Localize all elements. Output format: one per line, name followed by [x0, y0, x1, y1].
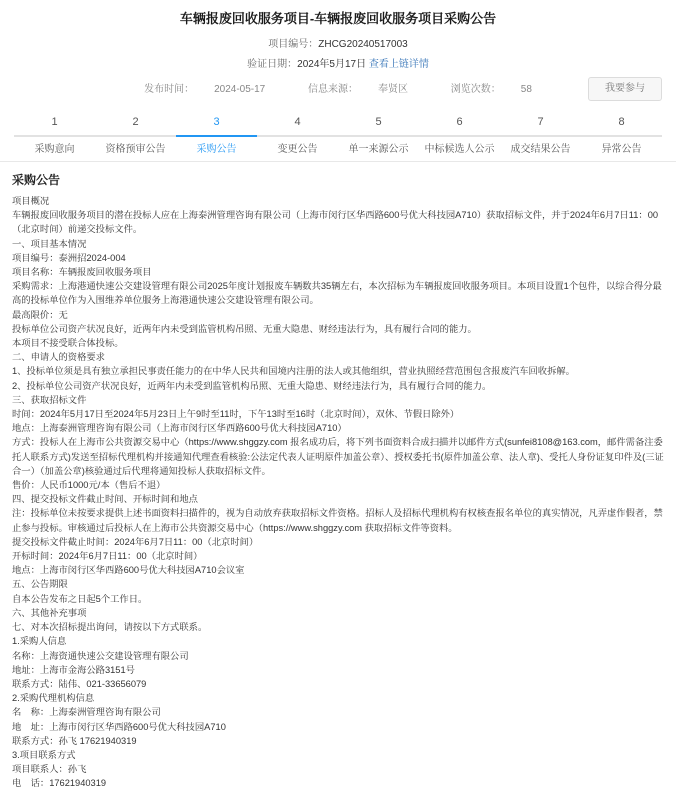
step-7[interactable] — [500, 115, 581, 157]
views-label: 浏览次数： — [450, 84, 501, 95]
body-paragraph: 一、项目基本情况 — [12, 238, 87, 249]
body-paragraph: 四、提交投标文件截止时间、开标时间和地点 — [12, 494, 198, 505]
views-info — [441, 84, 542, 95]
body-paragraph: 2、投标单位公司资产状况良好，近两年内未受到监管机构吊照、无重大隐患、财经违法行为，具有履行合同的能力。 — [12, 380, 492, 391]
body-paragraph: 本项目不接受联合体投标。 — [12, 338, 124, 349]
project-number-row — [0, 37, 676, 52]
body-paragraph: 名 称：上海泰洲管理咨询有限公司 — [12, 707, 161, 718]
body-paragraph: 地 址：上海市闵行区华西路600号优大科技园A710 — [12, 721, 226, 732]
body-paragraph: 最高限价：无 — [12, 309, 68, 320]
step-1-label: 采购意向 — [34, 144, 75, 155]
body-paragraph: 项目联系人：孙飞 — [12, 764, 87, 775]
join-button[interactable]: 我要参与 — [588, 77, 662, 101]
step-4[interactable] — [257, 115, 338, 157]
body-paragraph: 1、投标单位须是具有独立承担民事责任能力的在中华人民共和国境内注册的法人或其他组织，营业执照经营范围包含报废汽车回收拆解。 — [12, 366, 575, 377]
step-7-number: 7 — [537, 116, 544, 128]
cert-date-value: 2024年5月17日 — [297, 59, 367, 70]
project-number-value: ZHCG20240517003 — [318, 39, 408, 50]
publish-time-label: 发布时间： — [144, 84, 195, 95]
source-info — [298, 84, 418, 95]
body-paragraph: 方式：投标人在上海市公共资源交易中心（https://www.shggzy.com 报名成功后，将下列书面资料合成扫描并以邮件方式(sunfei8108@163.com，邮件需备注委托人联系方式)发送至招标代理机构并接通知代理查看核验:公法定代表人证明原件加盖公章）、授权委托书(原件加盖公章、法人章)、受托人身份证复印件及(三证合一）（加盖公章)核验通过后代理将通知投标人获取招标文件。 — [12, 437, 664, 476]
step-4-label: 变更公告 — [277, 144, 318, 155]
project-number-label: 项目编号： — [268, 39, 319, 50]
body-paragraph: 投标单位公司资产状况良好，近两年内未受到监管机构吊照、无重大隐患、财经违法行为，具有履行合同的能力。 — [12, 323, 477, 334]
step-5-bar — [338, 135, 419, 137]
body-paragraph: 采购需求：上海港通快速公交建设管理有限公司2025年度计划报废车辆数共35辆左右，本次招标为车辆报废回收服务项目。本项目设置1个包件，以综合得分最高的投标单位作为入围维养单位服务上海港通快速公交建设管理有限公司。 — [12, 281, 662, 306]
step-5-label: 单一来源公示 — [348, 144, 409, 155]
source-value: 奉贤区 — [378, 84, 409, 95]
body-paragraph: 自本公告发布之日起5个工作日。 — [12, 593, 148, 604]
body-paragraph: 项目概况 — [12, 196, 50, 206]
announcement-body — [0, 194, 676, 801]
step-1-number: 1 — [51, 116, 58, 128]
step-5-number: 5 — [375, 116, 382, 128]
step-3[interactable] — [176, 115, 257, 157]
step-4-number: 4 — [294, 116, 301, 128]
body-paragraph: 地址：上海市金海公路3151号 — [12, 664, 135, 675]
page-title: 车辆报废回收服务项目-车辆报废回收服务项目采购公告 — [179, 11, 497, 26]
body-paragraph: 1.采购人信息 — [12, 636, 67, 647]
body-paragraph: 提交投标文件截止时间：2024年6月7日11：00（北京时间） — [12, 536, 259, 547]
step-2-label: 资格预审公告 — [105, 144, 166, 155]
body-paragraph: 项目编号：泰洲招2024-004 — [12, 252, 126, 263]
body-paragraph: 名称：上海资通快速公交建设管理有限公司 — [12, 650, 189, 661]
step-2-bar — [95, 135, 176, 137]
body-paragraph: 三、获取招标文件 — [12, 394, 87, 405]
views-value: 58 — [520, 84, 532, 95]
step-7-bar — [500, 135, 581, 137]
step-6-number: 6 — [456, 116, 463, 128]
step-8-label: 异常公告 — [601, 144, 642, 155]
progress-steps — [0, 115, 676, 157]
body-paragraph: 七、对本次招标提出询问，请按以下方式联系。 — [12, 622, 208, 633]
step-2[interactable] — [95, 115, 176, 157]
body-paragraph: 电 话：17621940319 — [12, 778, 107, 789]
publish-info-row — [0, 83, 676, 97]
body-paragraph: 3.项目联系方式 — [12, 749, 76, 760]
step-6[interactable] — [419, 115, 500, 157]
source-label: 信息来源： — [308, 84, 359, 95]
page-header — [0, 0, 676, 103]
step-2-number: 2 — [132, 116, 139, 128]
cert-date-label: 验证日期： — [247, 59, 298, 70]
step-1-bar — [14, 135, 95, 137]
body-paragraph: 开标时间：2024年6月7日11：00（北京时间） — [12, 551, 203, 562]
step-3-number: 3 — [213, 116, 220, 128]
step-8[interactable] — [581, 115, 662, 157]
body-paragraph: 时间：2024年5月17日至2024年5月23日上午9时至11时，下午13时至16时（北京时间），双休、节假日除外） — [12, 409, 460, 420]
step-3-bar — [176, 135, 257, 137]
cert-date-row — [0, 57, 676, 72]
step-4-bar — [257, 135, 338, 137]
body-paragraph: 地点：上海市闵行区华西路600号优大科技园A710会议室 — [12, 565, 245, 576]
body-paragraph: 地点：上海泰洲管理咨询有限公司（上海市闵行区华西路600号优大科技园A710） — [12, 423, 347, 434]
step-7-label: 成交结果公告 — [510, 144, 571, 155]
body-paragraph: 二、申请人的资格要求 — [12, 352, 105, 363]
publish-time-value: 2024-05-17 — [214, 84, 266, 95]
body-paragraph: 售价：人民币1000元/本（售后不退） — [12, 480, 166, 491]
step-8-number: 8 — [618, 116, 625, 128]
body-paragraph: 六、其他补充事项 — [12, 607, 87, 618]
step-1[interactable] — [14, 115, 95, 157]
step-3-label: 采购公告 — [196, 144, 237, 155]
body-paragraph: 注：投标单位未按要求提供上述书面资料扫描件的，视为自动放弃获取招标文件资格。招标人及招标代理机构有权核查报名单位的真实情况，凡弄虚作假者，禁止参与投标。审核通过后投标人在上海市公共资源交易中心（https://www.shggzy.com 获取招标文件等资料。 — [12, 508, 663, 533]
step-6-label: 中标候选人公示 — [424, 144, 495, 155]
publish-time — [134, 84, 275, 95]
body-paragraph: 2.采购代理机构信息 — [12, 693, 95, 704]
step-6-bar — [419, 135, 500, 137]
step-5[interactable] — [338, 115, 419, 157]
body-paragraph: 五、公告期限 — [12, 579, 68, 590]
section-title: 采购公告 — [12, 173, 61, 187]
body-paragraph: 项目名称：车辆报废回收服务项目 — [12, 267, 152, 278]
step-8-bar — [581, 135, 662, 137]
body-paragraph: 车辆报废回收服务项目的潜在投标人应在上海泰洲管理咨询有限公司（上海市闵行区华西路600号优大科技园A710）获取招标文件，并于2024年6月7日11：00（北京时间）前递交投标文件。 — [12, 210, 659, 235]
body-paragraph: 联系方式：孙飞 17621940319 — [12, 735, 137, 746]
chain-detail-link[interactable]: 查看上链详情 — [368, 59, 429, 70]
body-paragraph: 联系方式：陆伟、021-33656079 — [12, 678, 147, 689]
